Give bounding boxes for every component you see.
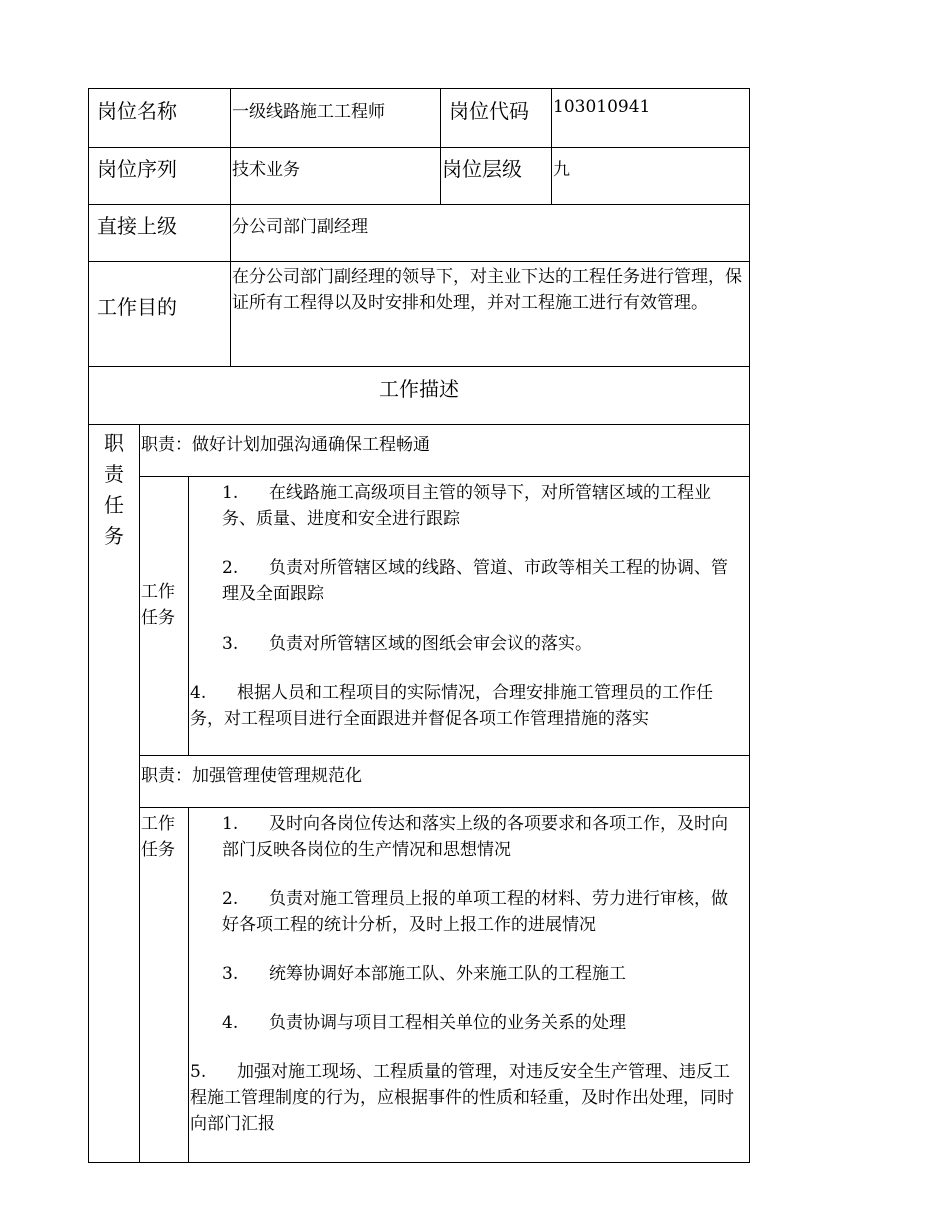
list-item xyxy=(222,811,742,863)
item-text: 加强对施工现场、工程质量的管理，对违反安全生产管理、违反工程施工管理制度的行为，应根据事件的性质和轻重，及时作出处理，同时向部门汇报 xyxy=(190,1062,734,1134)
item-text: 负责协调与项目工程相关单位的业务关系的处理 xyxy=(269,1013,626,1033)
list-item xyxy=(222,631,742,657)
list-item xyxy=(190,680,742,732)
item-text: 在线路施工高级项目主管的领导下，对所管辖区域的工程业务、质量、进度和安全进行跟踪 xyxy=(222,483,711,529)
post-level-value: 九 xyxy=(553,160,570,180)
item-number: 2. xyxy=(222,558,239,578)
duties-label: 职责任务 xyxy=(104,431,124,548)
item-text: 根据人员和工程项目的实际情况，合理安排施工管理员的工作任务，对工程项目进行全面跟进并督促各项工作管理措施的落实 xyxy=(190,683,713,729)
item-number: 1. xyxy=(222,483,239,503)
item-number: 4. xyxy=(190,683,207,703)
post-level-label: 岗位层级 xyxy=(442,157,522,181)
item-number: 2. xyxy=(222,889,239,909)
duty-title: 职责：加强管理使管理规范化 xyxy=(141,766,362,786)
list-item xyxy=(222,480,742,532)
duty-title: 职责：做好计划加强沟通确保工程畅通 xyxy=(141,435,430,455)
superior-value: 分公司部门副经理 xyxy=(232,217,368,237)
tasks-label: 工作任务 xyxy=(141,582,175,628)
list-item xyxy=(222,555,742,607)
post-series-label: 岗位序列 xyxy=(97,157,177,181)
post-name-label: 岗位名称 xyxy=(97,99,177,123)
list-item xyxy=(222,961,742,987)
superior-label: 直接上级 xyxy=(97,214,177,238)
list-item xyxy=(222,886,742,938)
item-number: 3. xyxy=(222,964,239,984)
tasks-label: 工作任务 xyxy=(141,814,175,860)
post-code-label: 岗位代码 xyxy=(449,99,529,123)
description-title: 工作描述 xyxy=(379,377,459,401)
item-number: 5. xyxy=(190,1062,207,1082)
purpose-label: 工作目的 xyxy=(97,295,177,319)
item-text: 负责对所管辖区域的线路、管道、市政等相关工程的协调、管理及全面跟踪 xyxy=(222,558,728,604)
list-item xyxy=(190,1059,742,1137)
post-name-value: 一级线路施工工程师 xyxy=(232,102,385,122)
list-item xyxy=(222,1010,742,1036)
item-text: 负责对施工管理员上报的单项工程的材料、劳力进行审核，做好各项工程的统计分析，及时上报工作的进展情况 xyxy=(222,889,728,935)
item-text: 统筹协调好本部施工队、外来施工队的工程施工 xyxy=(269,964,626,984)
item-text: 及时向各岗位传达和落实上级的各项要求和各项工作，及时向部门反映各岗位的生产情况和思想情况 xyxy=(222,814,728,860)
post-code-value: 103010941 xyxy=(553,97,651,117)
purpose-text: 在分公司部门副经理的领导下，对主业下达的工程任务进行管理，保证所有工程得以及时安排和处理，并对工程施工进行有效管理。 xyxy=(232,267,742,313)
item-number: 1. xyxy=(222,814,239,834)
item-number: 4. xyxy=(222,1013,239,1033)
item-text: 负责对所管辖区域的图纸会审会议的落实。 xyxy=(269,634,592,654)
post-series-value: 技术业务 xyxy=(232,160,300,180)
item-number: 3. xyxy=(222,634,239,654)
